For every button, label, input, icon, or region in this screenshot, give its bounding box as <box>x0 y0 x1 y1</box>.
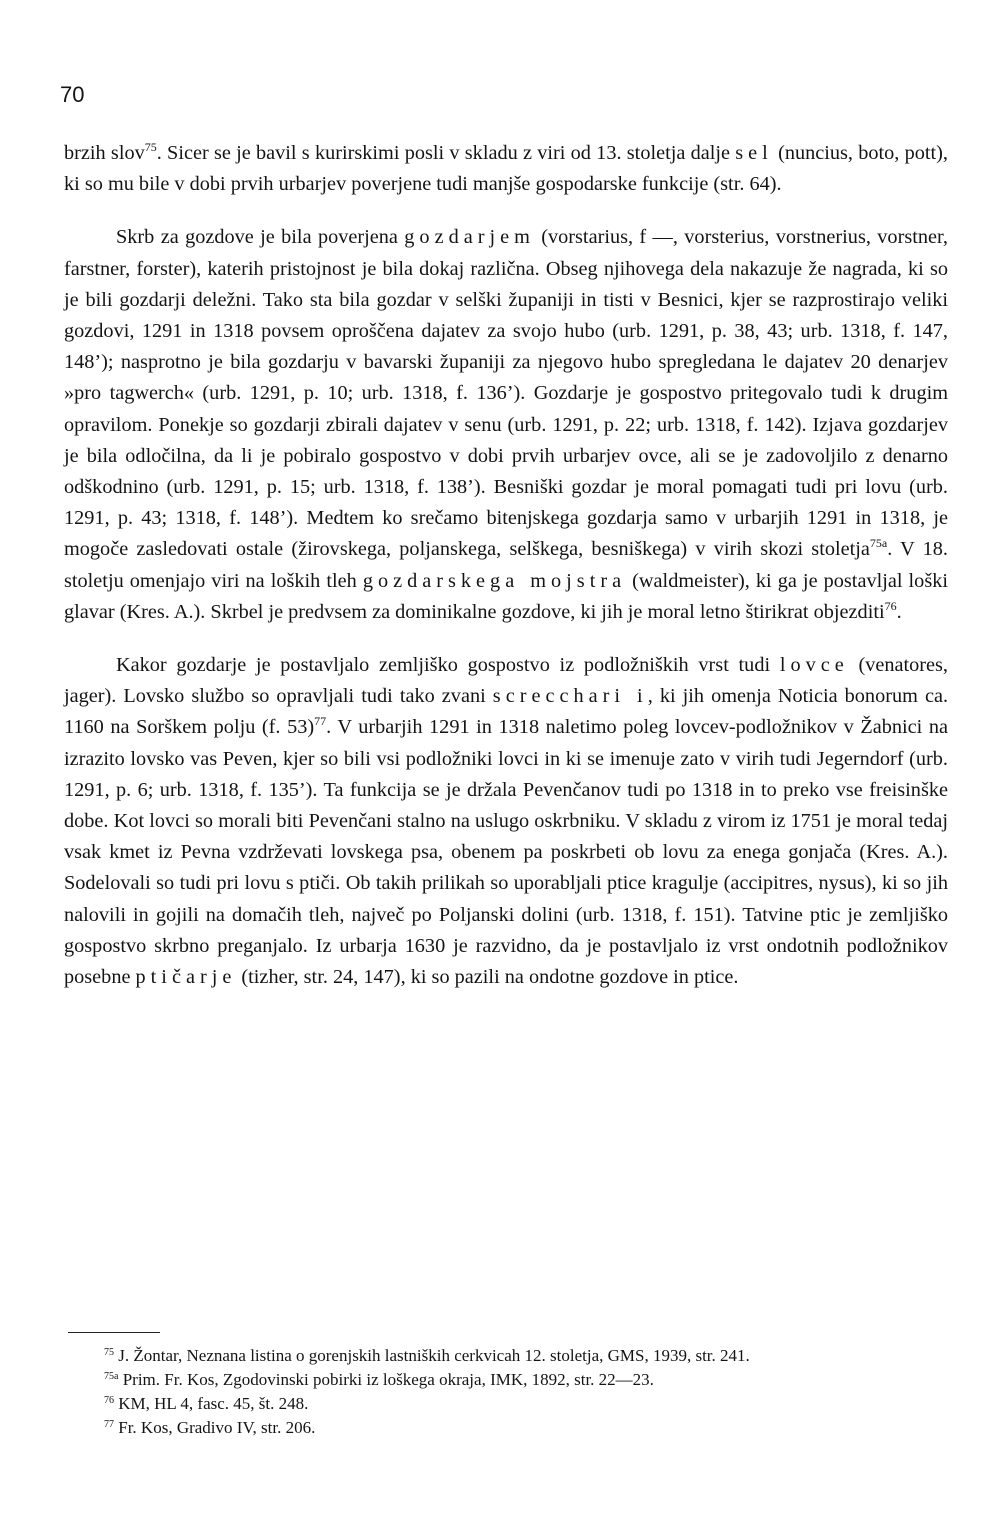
footnote <box>64 1344 948 1368</box>
spaced-term: ptičarje <box>135 966 237 989</box>
text-run: . V urbarjih 1291 in 1318 naletimo poleg lovcev-podložnikov v Žabnici na izrazito lovsko vas Peven, kjer so bili vsi podložniki lovci in ki se imenuje zato v virih tudi Jegerndorf (urb. 1291, p. 6; urb. 1318, f. 135’). Ta funkcija se je držala Pevenčanov tudi po 1318 in to preko vse freisinške dobe. Kot lovci so morali biti Pevenčani stalno na uslugo oskrbniku. V skladu z virom iz 1751 je moral tedaj vsak kmet iz Pevna vzdrževati lovskega psa, obenem pa poskrbeti ob lovu za enega gonjača (Kres. A.). Sodelovali so tudi pri lovu s ptiči. Ob takih prilikah so uporabljali ptice kragulje (accipitres, nysus), ki so jih nalovili in gojili na domačih tleh, največ po Poljanski dolini (urb. 1318, f. 151). Tatvine ptic je zemljiško gospostvo skrbno preganjalo. Iz urbarja 1630 je razvidno, da je postavljalo iz vrst ondotnih podložnikov posebne <box>64 716 948 989</box>
footnote-divider <box>68 1332 160 1333</box>
footnote <box>64 1368 948 1392</box>
footnote-reference: 76 <box>884 598 897 613</box>
paragraph <box>64 222 948 628</box>
text-run: , ki jih omenja Noticia bonorum ca. 1160 na Sorškem polju (f. 53) <box>64 685 949 739</box>
footnote-text: J. Žontar, Neznana listina o gorenjskih lastniških cerkvicah 12. stoletja, GMS, 1939, str. 241. <box>118 1346 750 1365</box>
footnote-mark: 75a <box>104 1371 119 1382</box>
paragraph <box>64 138 948 200</box>
footnote <box>64 1392 948 1416</box>
body-text <box>64 138 948 993</box>
text-run: . <box>896 600 902 623</box>
page-number: 70 <box>60 82 85 107</box>
text-run: brzih slov <box>64 142 145 164</box>
text-run: (tizher, str. 24, 147), ki so pazili na ondotne gozdove in ptice. <box>236 966 739 989</box>
spaced-term: sel <box>735 142 773 164</box>
footnote-mark: 77 <box>104 1419 114 1430</box>
text-run: (nuncius, boto, pott), ki so mu bile v dobi prvih urbarjev poverjene tudi manjše gospodarske funkcije (str. 64). <box>64 142 948 196</box>
footnote-mark: 76 <box>104 1395 114 1406</box>
text-run: Kakor gozdarje je postavljalo zemljiško gospostvo iz podložniških vrst tudi <box>116 654 780 677</box>
footnote-text: KM, HL 4, fasc. 45, št. 248. <box>118 1394 309 1413</box>
footnote-reference: 75 <box>144 140 157 154</box>
spaced-term: gozdarjem <box>404 226 535 249</box>
text-run: Skrb za gozdove je bila poverjena <box>116 226 405 249</box>
text-run: (waldmeister), ki ga je postavljal loški glavar (Kres. A.). Skrbel je predvsem za dominikalne gozdove, ki jih je moral letno štirikrat objezditi <box>64 569 948 623</box>
paragraph <box>64 650 948 993</box>
footnote-reference: 75a <box>869 536 888 551</box>
text-run: (vorstarius, f —, vorsterius, vorstnerius, vorstner, farstner, forster), katerih pristojnost je bila dokaj različna. Obseg njihovega dela nakazuje že nagrada, ki so je bili gozdarji deležni. Tako sta bila gozdar v selški županiji in tisti v Besnici, kjer se razprostirajo veliki gozdovi, 1291 in 1318 povsem oproščena dajatev za svojo hubo (urb. 1291, p. 38, 43; urb. 1318, f. 147, 148’); nasprotno je bila gozdarju v bavarski županiji za njegovo hubo spregledana le dajatev 20 denarjev »pro tagwerch« (urb. 1291, p. 10; urb. 1318, f. 136’). Gozdarje je gospostvo pritegovalo tudi k drugim opravilom. Ponekje so gozdarji zbirali dajatev v senu (urb. 1291, p. 22; urb. 1318, f. 142). Izjava gozdarjev je bila odločilna, da li je pobiralo gospostvo v dobi prvih urbarjev ovce, ali se je zadovoljilo z denarno odškodnino (urb. 1291, p. 15; urb. 1318, f. 138’). Besniški gozdar je moral pomagati tudi pri lovu (urb. 1291, p. 43; 1318, f. 148’). Medtem ko srečamo bitenjskega gozdarja samo v urbarjih 1291 in 1318, je mogoče zasledovati ostale (žirovskega, poljanskega, selškega, besniškega) v virih skozi stoletja <box>64 226 949 561</box>
footnote-text: Fr. Kos, Gradivo IV, str. 206. <box>118 1418 316 1437</box>
footnote <box>64 1416 948 1440</box>
spaced-term: lovce <box>779 654 849 677</box>
footnote-mark: 75 <box>104 1347 114 1358</box>
footnote-reference: 77 <box>314 714 327 729</box>
spaced-term: screcchari i <box>492 685 648 708</box>
text-run: . Sicer se je bavil s kurirskimi posli v skladu z viri od 13. stoletja dalje <box>156 142 736 164</box>
spaced-term: gozdarskega mojstra <box>362 569 627 592</box>
footnotes <box>64 1344 948 1440</box>
text-run: . V 18. stoletju omenjajo viri na loških tleh <box>64 538 948 592</box>
footnote-text: Prim. Fr. Kos, Zgodovinski pobirki iz loškega okraja, IMK, 1892, str. 22—23. <box>122 1370 654 1389</box>
text-run: (venatores, jager). Lovsko službo so opravljali tudi tako zvani <box>64 654 948 708</box>
